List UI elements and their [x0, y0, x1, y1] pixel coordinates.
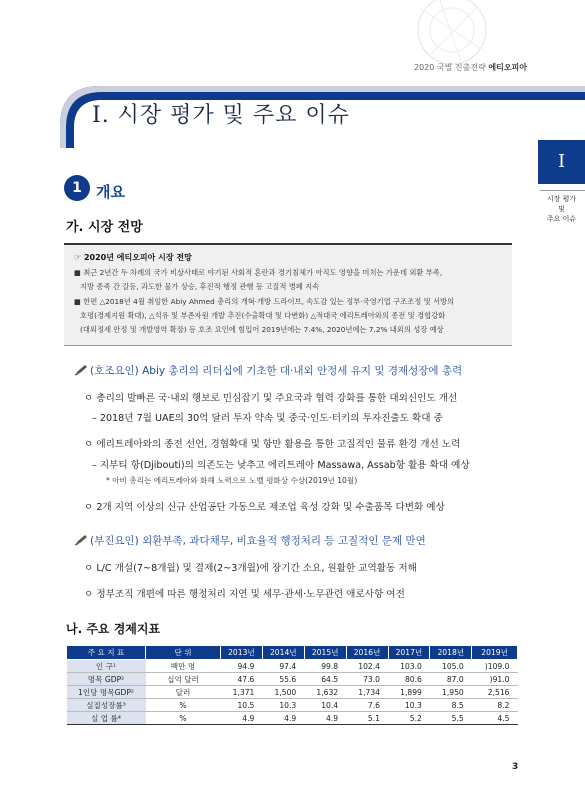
positive-subitem: – 지부티 항(Djibouti)의 의존도는 낮추고 에리트레아 Massawa, Assab항 활용 확대 예상: [92, 460, 470, 471]
positive-subitem: – 2018년 7월 UAE의 30억 달러 투자 약속 및 중국·인도·터키의 투자진출도 확대 중: [92, 413, 443, 424]
table-cell: 103.0: [388, 660, 430, 673]
table-cell: 1,632: [304, 686, 346, 699]
side-tab-chapter[interactable]: I: [538, 140, 585, 184]
positive-heading: [74, 363, 462, 378]
side-label-line1: 시장 평가: [546, 195, 577, 203]
table-cell: 105.0: [430, 660, 472, 673]
side-label-line3: 주요 이슈: [546, 215, 577, 223]
table-cell-label: 인 구¹: [67, 660, 146, 673]
table-cell-label: 1인당 명목GDP²: [67, 686, 146, 699]
table-cell-label: 실 업 률⁴: [67, 712, 146, 725]
table-cell: 64.5: [304, 673, 346, 686]
table-cell: 10.4: [304, 699, 346, 712]
positive-item: ㅇ 2개 지역 이상의 신규 산업공단 가동으로 제조업 육성 강화 및 수출품목 다변화 예상: [84, 502, 445, 513]
table-cell: 73.0: [346, 673, 388, 686]
side-tab-label: [538, 194, 585, 224]
summary-line: 호평(경제지원 확대), △석유 및 부존자원 개발 추진(수출확대 및 다변화) △적대국 에리트레아와의 종전 및 경협강화: [80, 311, 446, 320]
table-cell: 10.5: [221, 699, 263, 712]
indicators-title: 나. 주요 경제지표: [66, 622, 161, 636]
positive-note: * 아비 총리는 에리트레아와 화해 노력으로 노벨 평화상 수상(2019년 10월): [106, 476, 358, 485]
table-header-cell: 2015년: [304, 646, 346, 660]
table-header-cell: 2018년: [430, 646, 472, 660]
table-cell-unit: %: [146, 712, 221, 725]
table-cell: 5.1: [346, 712, 388, 725]
section-number-badge: 1: [64, 175, 90, 201]
positive-heading-text: (호조요인) Abiy 총리의 리더십에 기초한 대·내외 안정세 유지 및 경제성장에 총력: [90, 365, 463, 377]
indicators-table: [66, 645, 518, 725]
table-cell: 1,734: [346, 686, 388, 699]
table-cell: 4.5: [472, 712, 518, 725]
table-cell: 94.9: [221, 660, 263, 673]
negative-heading: [74, 533, 426, 548]
table-cell-unit: 백만 명: [146, 660, 221, 673]
table-cell: )109.0: [472, 660, 518, 673]
chapter-title: I. 시장 평가 및 주요 이슈: [92, 103, 350, 128]
header-caption: [414, 62, 527, 73]
header-decoration: [0, 0, 585, 70]
table-cell: 1,500: [262, 686, 304, 699]
table-row: [67, 673, 518, 686]
table-cell: 1,371: [221, 686, 263, 699]
table-cell: 2,516: [472, 686, 518, 699]
table-header-cell: 2014년: [262, 646, 304, 660]
summary-line: ■ 최근 2년간 두 차례의 국가 비상사태로 야기된 사회적 혼란과 경기침체가 아직도 영향을 미치는 가운데 외환 부족,: [74, 268, 443, 277]
table-cell: 47.6: [221, 673, 263, 686]
summary-box-title: ☞ 2020년 에티오피아 시장 전망: [74, 253, 192, 262]
table-cell: 1,899: [388, 686, 430, 699]
table-row: [67, 699, 518, 712]
table-cell: 7.6: [346, 699, 388, 712]
table-cell: 4.9: [262, 712, 304, 725]
summary-line: (대외정세 안정 및 개발영역 확장) 등 호조 요인에 힘입어 2019년에는 7.4%, 2020년에는 7.2% 내외의 성장 예상: [80, 325, 444, 334]
section-title: 개요: [96, 183, 125, 201]
table-cell: )91.0: [472, 673, 518, 686]
table-row: [67, 660, 518, 673]
pen-icon: [74, 364, 88, 376]
summary-line: ■ 한편 △2018년 4월 취임한 Abiy Ahmed 총리의 개혁·개방 드라이브, 속도감 있는 정부·국영기업 구조조정 및 서방의: [74, 297, 455, 306]
table-header-cell: 단 위: [146, 646, 221, 660]
table-cell-unit: 십억 달러: [146, 673, 221, 686]
table-cell: 5.2: [388, 712, 430, 725]
side-divider: [540, 190, 585, 191]
table-cell: 99.8: [304, 660, 346, 673]
positive-item: ㅇ 총리의 발빠른 국·내외 행보로 민심잡기 및 주요국과 협력 강화를 통한 대외신인도 개선: [84, 393, 458, 404]
table-cell: 8.5: [430, 699, 472, 712]
table-header-cell: 2017년: [388, 646, 430, 660]
table-cell: 10.3: [388, 699, 430, 712]
table-cell-unit: 달러: [146, 686, 221, 699]
table-cell: 87.0: [430, 673, 472, 686]
table-cell: 8.2: [472, 699, 518, 712]
table-cell: 4.9: [221, 712, 263, 725]
header-caption-prefix: 2020 국별 진출전략: [413, 63, 486, 72]
table-cell: 4.9: [304, 712, 346, 725]
table-cell: 5.5: [430, 712, 472, 725]
table-cell: 1,950: [430, 686, 472, 699]
table-header-cell: 2016년: [346, 646, 388, 660]
subsection-outlook-title: 가. 시장 전망: [66, 220, 143, 235]
negative-heading-text: (부진요인) 외환부족, 과다채무, 비효율적 행정처리 등 고질적인 문제 만연: [90, 535, 426, 547]
table-header-cell: 2013년: [221, 646, 263, 660]
page-number: 3: [512, 762, 519, 772]
side-label-line2: 및: [558, 205, 565, 213]
table-cell: 55.6: [262, 673, 304, 686]
positive-item: ㅇ 에리트레아와의 종전 선언, 경협확대 및 항만 활용을 통한 고질적인 물류 환경 개선 노력: [84, 439, 461, 450]
pen-icon: [74, 534, 88, 546]
table-cell: 97.4: [262, 660, 304, 673]
table-row: [67, 712, 518, 725]
negative-item: ㅇ 정부조직 개편에 따른 행정처리 지연 및 세무·관세·노무관련 애로사항 여전: [84, 589, 405, 600]
table-row: [67, 686, 518, 699]
summary-line: 지방 종족 간 갈등, 과도한 물가 상승, 후진적 행정 관행 등 고질적 병폐 지속: [80, 282, 320, 291]
table-cell-unit: %: [146, 699, 221, 712]
table-cell: 102.4: [346, 660, 388, 673]
header-caption-country: 에티오피아: [488, 63, 527, 72]
table-header-cell: 주 요 지 표: [67, 646, 146, 660]
table-cell: 80.6: [388, 673, 430, 686]
negative-item: ㅇ L/C 개설(7~8개월) 및 결제(2~3개월)에 장기간 소요, 원활한 교역활동 저해: [84, 563, 417, 574]
table-cell: 10.3: [262, 699, 304, 712]
table-cell-label: 실질성장률³: [67, 699, 146, 712]
table-header-row: [67, 646, 518, 660]
table-cell-label: 명목 GDP²: [67, 673, 146, 686]
table-header-cell: 2019년: [472, 646, 518, 660]
